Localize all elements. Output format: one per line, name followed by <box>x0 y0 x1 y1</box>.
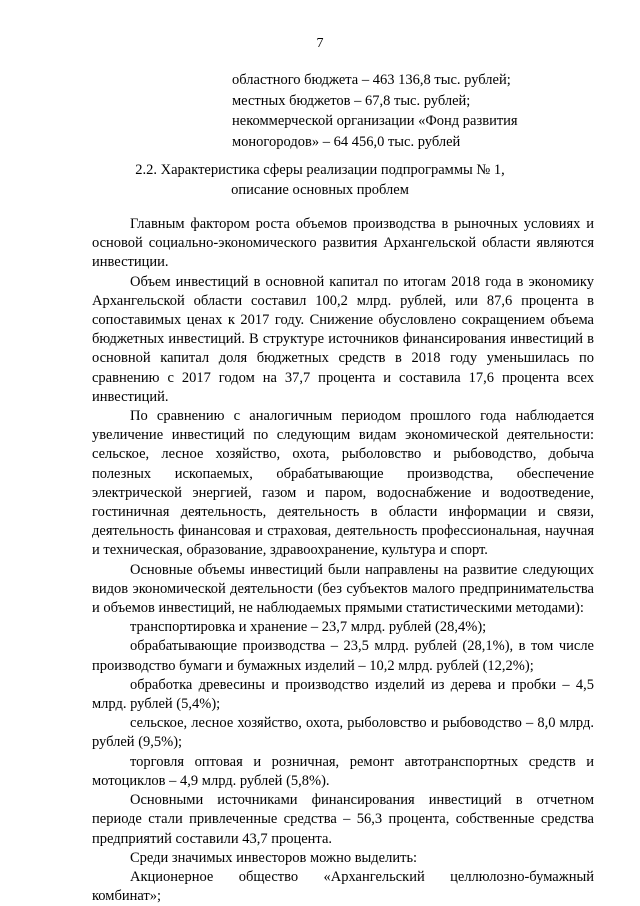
budget-line: моногородов» – 64 456,0 тыс. рублей <box>232 133 461 150</box>
list-item: Акционерное общество «Архангельский целлюлозно-бумажный комбинат»; <box>92 868 594 905</box>
section-heading <box>90 160 550 200</box>
paragraph: Основные объемы инвестиций были направлены на развитие следующих видов экономической деятельности (без субъектов малого предпринимательства и объемов инвестиций, не наблюдаемых прямыми статистическими методами): <box>92 561 594 617</box>
paragraph: Основными источниками финансирования инвестиций в отчетном периоде стали привлеченные средства – 56,3 процента, собственные средства предприятий составили 43,7 процента. <box>92 792 594 847</box>
list-item: транспортировка и хранение – 23,7 млрд. рублей (28,4%); <box>130 619 487 636</box>
page-number: 7 <box>316 36 324 51</box>
budget-line: некоммерческой организации «Фонд развития <box>232 113 518 129</box>
budget-list <box>232 70 562 152</box>
paragraph: Главным фактором роста объемов производства в рыночных условиях и основой социально-экономического развития Архангельской области являются инвестиции. <box>92 216 594 271</box>
section-title-line: описание основных проблем <box>231 182 409 198</box>
list-item: торговля оптовая и розничная, ремонт автотранспортных средств и мотоциклов – 4,9 млрд. рублей (5,8%). <box>92 753 594 789</box>
list-item: обрабатывающие производства – 23,5 млрд. рублей (28,1%), в том числе производство бумаги и бумажных изделий – 10,2 млрд. рублей (12,2%); <box>92 638 594 674</box>
budget-line: областного бюджета – 463 136,8 тыс. рублей; <box>232 72 511 88</box>
paragraph: Среди значимых инвесторов можно выделить: <box>130 849 418 866</box>
paragraph: По сравнению с аналогичным периодом прошлого года наблюдается увеличение инвестиций по следующим видам экономической деятельности: сельское, лесное хозяйство, охота, рыболовство и рыбоводство, добыча полезных ископаемых, обрабатывающие производства, обеспечение электрической энергией, газом и паром, водоснабжение и водоотведение, гостиничная деятельность, деятельность в области информации и связи, деятельность финансовая и страховая, деятельность профессиональная, научная и техническая, образование, здравоохранение, культура и спорт. <box>92 408 594 559</box>
document-body <box>92 215 594 906</box>
list-item: обработка древесины и производство изделий из дерева и пробки – 4,5 млрд. рублей (5,4%); <box>92 676 594 713</box>
budget-line: местных бюджетов – 67,8 тыс. рублей; <box>232 92 471 109</box>
section-title-line: 2.2. Характеристика сферы реализации подпрограммы № 1, <box>135 162 505 178</box>
list-item: сельское, лесное хозяйство, охота, рыболовство и рыбоводство – 8,0 млрд. рублей (9,5%); <box>92 715 594 751</box>
paragraph: Объем инвестиций в основной капитал по итогам 2018 года в экономику Архангельской области составил 100,2 млрд. рублей, или 87,6 процента в сопоставимых ценах к 2017 году. Снижение обусловлено сокращением объема бюджетных инвестиций. В структуре источников финансирования инвестиций в основной капитал доля бюджетных средств в 2018 году уменьшилась по сравнению с 2017 годом на 37,7 процента и составила 17,6 процента всех инвестиций. <box>92 273 594 405</box>
